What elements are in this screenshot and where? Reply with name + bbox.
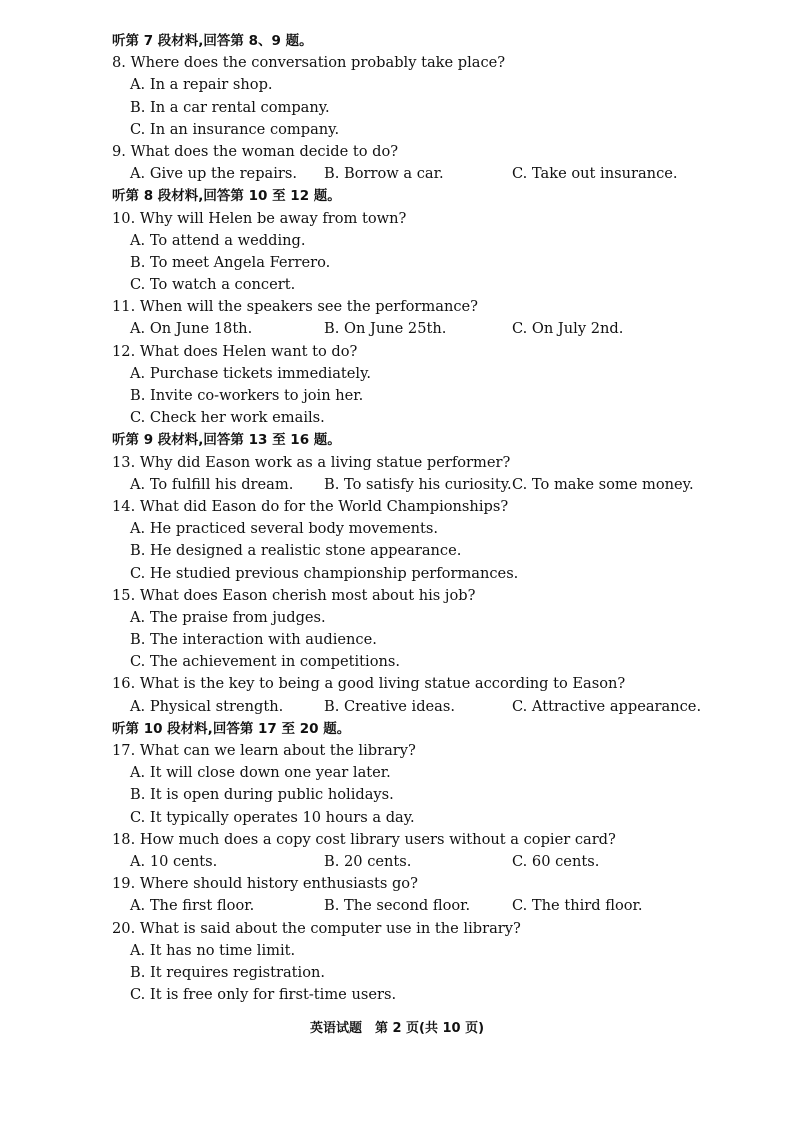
option-text: C. Attractive appearance. [512,697,702,715]
option-text: A. 10 cents. [130,852,218,870]
option-text: C. The achievement in competitions. [130,653,401,671]
question-text: 9. What does the woman decide to do? [112,142,399,160]
option-row [112,696,712,718]
option-text: B. The interaction with audience. [130,631,377,649]
option-text: B. To meet Angela Ferrero. [130,253,331,271]
exam-page-content [112,30,712,1006]
question-text: 17. What can we learn about the library? [112,742,416,759]
option-text: A. It will close down one year later. [130,764,391,782]
question-text: 20. What is said about the computer use in the library? [112,919,521,937]
option-text: C. The third floor. [512,897,643,915]
question-text: 11. When will the speakers see the performance? [112,298,478,316]
option-text: C. Check her work emails. [130,409,325,427]
option-row [112,163,712,185]
option-text: A. He practiced several body movements. [130,520,439,538]
option-text: A. Give up the repairs. [130,165,298,183]
option-text: B. It is open during public holidays. [130,786,394,804]
option-text: C. To make some money. [512,475,694,493]
option-text: A. To attend a wedding. [130,231,306,249]
option-text: C. It is free only for first-time users. [130,986,397,1004]
question-text: 10. Why will Helen be away from town? [112,209,407,227]
section-heading: 听第 9 段材料,回答第 13 至 16 题。 [112,432,341,449]
question-text: 18. How much does a copy cost library users without a copier card? [112,830,616,848]
question-text: 8. Where does the conversation probably take place? [112,54,506,72]
option-text: C. 60 cents. [512,852,600,870]
question-text: 19. Where should history enthusiasts go? [112,875,418,893]
option-text: A. Physical strength. [130,697,284,715]
option-text: C. It typically operates 10 hours a day. [130,808,415,826]
question-text: 13. Why did Eason work as a living statue performer? [112,453,511,471]
option-row [112,851,712,873]
option-text: A. To fulfill his dream. [130,475,294,493]
page-footer: 英语试题 第 2 页(共 10 页) [309,1021,485,1036]
section-heading: 听第 7 段材料,回答第 8、9 题。 [112,33,313,49]
option-text: C. In an insurance company. [130,120,340,138]
option-text: C. Take out insurance. [512,165,678,183]
question-text: 15. What does Eason cherish most about his job? [112,586,476,604]
option-text: A. On June 18th. [130,320,253,338]
option-text: B. To satisfy his curiosity. [324,475,512,493]
question-text: 16. What is the key to being a good living statue according to Eason? [112,675,626,693]
option-text: B. On June 25th. [324,320,447,338]
option-text: B. Invite co-workers to join her. [130,387,364,404]
section-heading: 听第 10 段材料,回答第 17 至 20 题。 [112,720,351,737]
option-text: C. To watch a concert. [130,276,296,294]
option-row [112,318,712,340]
option-text: B. In a car rental company. [130,98,330,116]
option-text: B. He designed a realistic stone appearance. [130,542,462,560]
option-row [112,474,712,496]
option-text: A. In a repair shop. [130,76,273,94]
option-text: B. It requires registration. [130,963,326,981]
question-text: 14. What did Eason do for the World Championships? [112,497,509,515]
option-text: B. Borrow a car. [324,165,444,183]
option-text: A. It has no time limit. [130,941,296,959]
option-text: C. On July 2nd. [512,320,624,338]
option-text: C. He studied previous championship performances. [130,564,519,582]
option-text: A. The praise from judges. [130,608,326,626]
question-text: 12. What does Helen want to do? [112,342,358,360]
option-text: A. The first floor. [130,897,255,915]
option-text: B. The second floor. [324,897,471,915]
section-heading: 听第 8 段材料,回答第 10 至 12 题。 [112,188,341,205]
option-text: B. 20 cents. [324,852,412,870]
option-text: A. Purchase tickets immediately. [130,364,372,382]
option-text: B. Creative ideas. [324,697,456,715]
option-row [112,895,712,917]
